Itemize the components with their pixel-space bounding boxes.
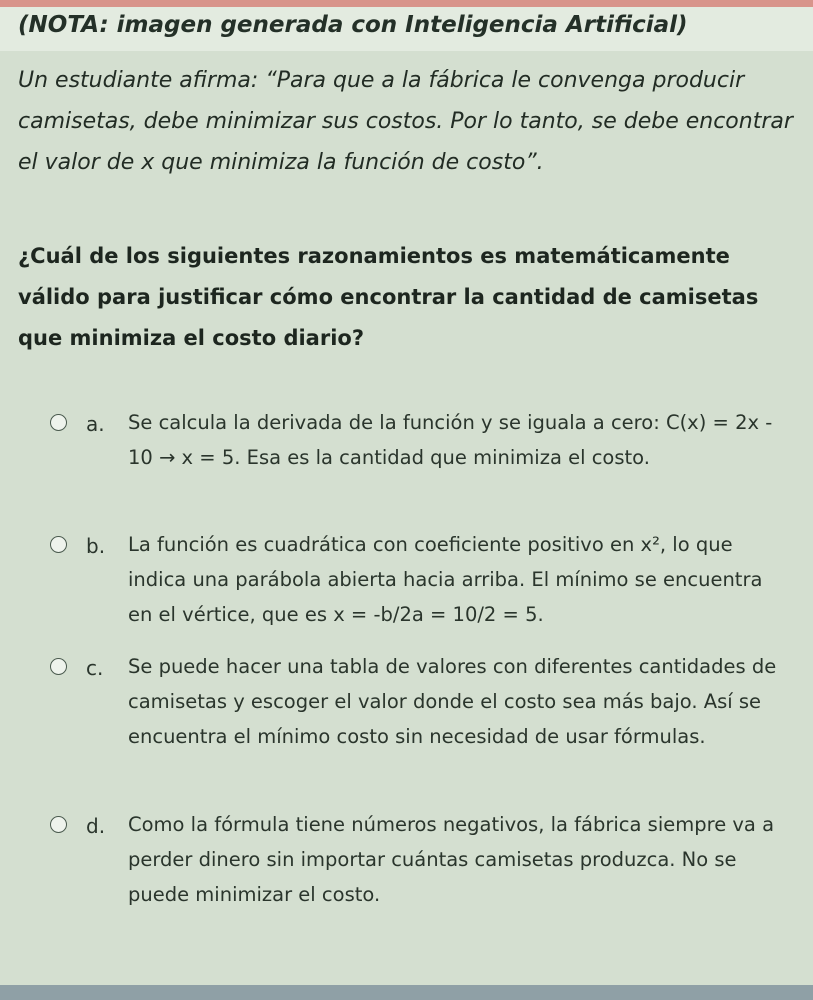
option-d-letter: d.	[86, 814, 106, 838]
bottom-scrollbar-track[interactable]	[0, 985, 813, 1000]
ai-disclaimer-note: (NOTA: imagen generada con Inteligencia Artificial)	[18, 12, 688, 38]
student-statement: Un estudiante afirma: “Para que a la fábrica le convenga producir camisetas, debe minimizar sus costos. Por lo tanto, se debe encontrar el valor de x que minimiza la función de costo”.	[18, 68, 793, 175]
option-d-text: Como la fórmula tiene números negativos, la fábrica siempre va a perder dinero sin importar cuántas camisetas produzca. No se puede minimizar el costo.	[128, 813, 775, 906]
option-b-letter: b.	[86, 534, 106, 558]
option-a-letter: a.	[86, 412, 105, 436]
question-text: ¿Cuál de los siguientes razonamientos es matemáticamente válido para justificar cómo encontrar la cantidad de camisetas que minimiza el costo diario?	[18, 244, 759, 350]
option-d-radio[interactable]	[50, 816, 67, 833]
option-b-text: La función es cuadrática con coeficiente positivo en x², lo que indica una parábola abierta hacia arriba. El mínimo se encuentra en el vértice, que es x = -b/2a = 10/2 = 5.	[128, 533, 763, 626]
option-b-radio[interactable]	[50, 536, 67, 553]
option-c-text: Se puede hacer una tabla de valores con diferentes cantidades de camisetas y escoger el valor donde el costo sea más bajo. Así se encuentra el mínimo costo sin necesidad de usar fórmulas.	[128, 655, 777, 748]
top-accent-stripe	[0, 0, 813, 7]
option-c-radio[interactable]	[50, 658, 67, 675]
option-a-text: Se calcula la derivada de la función y se iguala a cero: C(x) = 2x - 10 → x = 5. Esa es la cantidad que minimiza el costo.	[128, 411, 773, 469]
option-a-radio[interactable]	[50, 414, 67, 431]
option-c-letter: c.	[86, 656, 104, 680]
